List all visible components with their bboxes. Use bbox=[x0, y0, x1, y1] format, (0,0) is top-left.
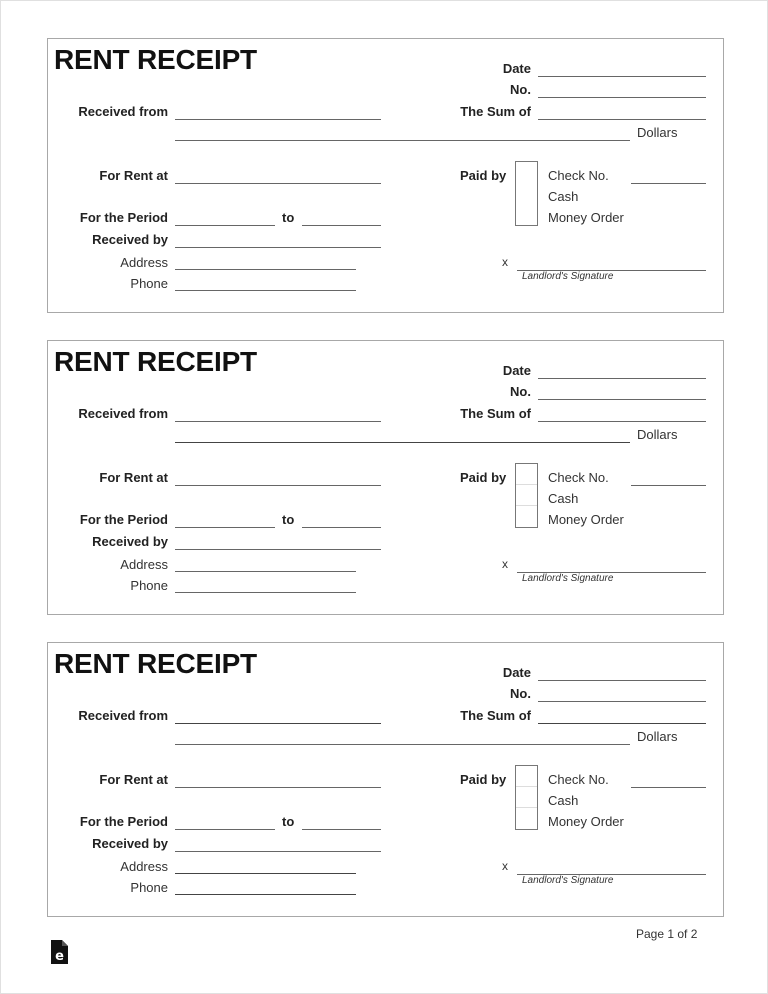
received-from-field[interactable] bbox=[175, 421, 381, 422]
received-from-label: Received from bbox=[78, 104, 168, 119]
signature-caption: Landlord's Signature bbox=[522, 271, 614, 282]
phone-field[interactable] bbox=[175, 592, 356, 593]
number-label: No. bbox=[510, 82, 531, 97]
received-by-label: Received by bbox=[92, 232, 168, 247]
phone-label: Phone bbox=[130, 880, 168, 895]
payment-checkbox-group bbox=[515, 463, 538, 528]
address-field[interactable] bbox=[175, 873, 356, 874]
for-rent-field[interactable] bbox=[175, 183, 381, 184]
dollars-label: Dollars bbox=[637, 125, 678, 140]
cash-option-label: Cash bbox=[548, 793, 579, 808]
address-field[interactable] bbox=[175, 571, 356, 572]
sum-words-field[interactable] bbox=[175, 744, 630, 745]
signature-caption: Landlord's Signature bbox=[522, 875, 614, 886]
received-by-field[interactable] bbox=[175, 549, 381, 550]
svg-text:e: e bbox=[55, 949, 64, 964]
cash-checkbox[interactable] bbox=[516, 183, 537, 204]
e-document-icon bbox=[51, 940, 68, 964]
period-end-field[interactable] bbox=[302, 527, 381, 528]
signature-x-mark: x bbox=[502, 557, 508, 571]
paid-by-label: Paid by bbox=[460, 470, 507, 485]
payment-checkbox-group bbox=[515, 765, 538, 830]
number-field[interactable] bbox=[538, 97, 706, 98]
received-by-field[interactable] bbox=[175, 851, 381, 852]
period-end-field[interactable] bbox=[302, 225, 381, 226]
date-label: Date bbox=[502, 363, 531, 378]
check-number-field[interactable] bbox=[631, 485, 706, 486]
check-option-label: Check No. bbox=[548, 470, 609, 485]
date-field[interactable] bbox=[538, 76, 706, 77]
money-order-checkbox[interactable] bbox=[516, 808, 537, 829]
money-order-checkbox[interactable] bbox=[516, 506, 537, 527]
period-label: For the Period bbox=[79, 512, 168, 527]
sum-field[interactable] bbox=[538, 421, 706, 422]
date-field[interactable] bbox=[538, 378, 706, 379]
period-start-field[interactable] bbox=[175, 829, 275, 830]
address-label: Address bbox=[120, 255, 168, 270]
address-label: Address bbox=[120, 859, 168, 874]
money-order-option-label: Money Order bbox=[548, 512, 624, 527]
check-checkbox[interactable] bbox=[516, 464, 537, 485]
received-from-label: Received from bbox=[78, 708, 168, 723]
check-option-label: Check No. bbox=[548, 168, 609, 183]
check-checkbox[interactable] bbox=[516, 162, 537, 183]
date-label: Date bbox=[502, 61, 531, 76]
paid-by-label: Paid by bbox=[460, 168, 507, 183]
receipt-title: RENT RECEIPT bbox=[54, 346, 257, 377]
for-rent-field[interactable] bbox=[175, 485, 381, 486]
received-from-field[interactable] bbox=[175, 723, 381, 724]
number-label: No. bbox=[510, 686, 531, 701]
rent-receipt-2 bbox=[47, 340, 724, 615]
sum-label: The Sum of bbox=[460, 708, 531, 723]
check-option-label: Check No. bbox=[548, 772, 609, 787]
sum-words-field[interactable] bbox=[175, 140, 630, 141]
money-order-option-label: Money Order bbox=[548, 814, 624, 829]
received-by-label: Received by bbox=[92, 836, 168, 851]
number-field[interactable] bbox=[538, 399, 706, 400]
page-number: Page 1 of 2 bbox=[636, 927, 698, 941]
signature-caption: Landlord's Signature bbox=[522, 573, 614, 584]
received-by-field[interactable] bbox=[175, 247, 381, 248]
address-label: Address bbox=[120, 557, 168, 572]
check-number-field[interactable] bbox=[631, 787, 706, 788]
payment-checkbox-group bbox=[515, 161, 538, 226]
period-end-field[interactable] bbox=[302, 829, 381, 830]
period-label: For the Period bbox=[79, 210, 168, 225]
signature-x-mark: x bbox=[502, 255, 508, 269]
money-order-checkbox[interactable] bbox=[516, 204, 537, 225]
period-to-label: to bbox=[282, 814, 295, 829]
cash-option-label: Cash bbox=[548, 189, 579, 204]
received-from-field[interactable] bbox=[175, 119, 381, 120]
period-to-label: to bbox=[282, 512, 295, 527]
sum-field[interactable] bbox=[538, 723, 706, 724]
rent-receipt-1 bbox=[47, 38, 724, 313]
period-start-field[interactable] bbox=[175, 225, 275, 226]
cash-checkbox[interactable] bbox=[516, 787, 537, 808]
sum-label: The Sum of bbox=[460, 406, 531, 421]
receipt-title: RENT RECEIPT bbox=[54, 44, 257, 75]
for-rent-label: For Rent at bbox=[99, 168, 168, 183]
rent-receipt-3 bbox=[47, 642, 724, 917]
period-start-field[interactable] bbox=[175, 527, 275, 528]
phone-label: Phone bbox=[130, 578, 168, 593]
check-checkbox[interactable] bbox=[516, 766, 537, 787]
money-order-option-label: Money Order bbox=[548, 210, 624, 225]
dollars-label: Dollars bbox=[637, 427, 678, 442]
receipt-title: RENT RECEIPT bbox=[54, 648, 257, 679]
check-number-field[interactable] bbox=[631, 183, 706, 184]
sum-words-field[interactable] bbox=[175, 442, 630, 443]
date-label: Date bbox=[502, 665, 531, 680]
number-field[interactable] bbox=[538, 701, 706, 702]
for-rent-label: For Rent at bbox=[99, 470, 168, 485]
paid-by-label: Paid by bbox=[460, 772, 507, 787]
dollars-label: Dollars bbox=[637, 729, 678, 744]
address-field[interactable] bbox=[175, 269, 356, 270]
sum-label: The Sum of bbox=[460, 104, 531, 119]
date-field[interactable] bbox=[538, 680, 706, 681]
period-label: For the Period bbox=[79, 814, 168, 829]
phone-field[interactable] bbox=[175, 290, 356, 291]
sum-field[interactable] bbox=[538, 119, 706, 120]
phone-label: Phone bbox=[130, 276, 168, 291]
received-from-label: Received from bbox=[78, 406, 168, 421]
received-by-label: Received by bbox=[92, 534, 168, 549]
for-rent-field[interactable] bbox=[175, 787, 381, 788]
for-rent-label: For Rent at bbox=[99, 772, 168, 787]
phone-field[interactable] bbox=[175, 894, 356, 895]
period-to-label: to bbox=[282, 210, 295, 225]
number-label: No. bbox=[510, 384, 531, 399]
cash-option-label: Cash bbox=[548, 491, 579, 506]
cash-checkbox[interactable] bbox=[516, 485, 537, 506]
signature-x-mark: x bbox=[502, 859, 508, 873]
